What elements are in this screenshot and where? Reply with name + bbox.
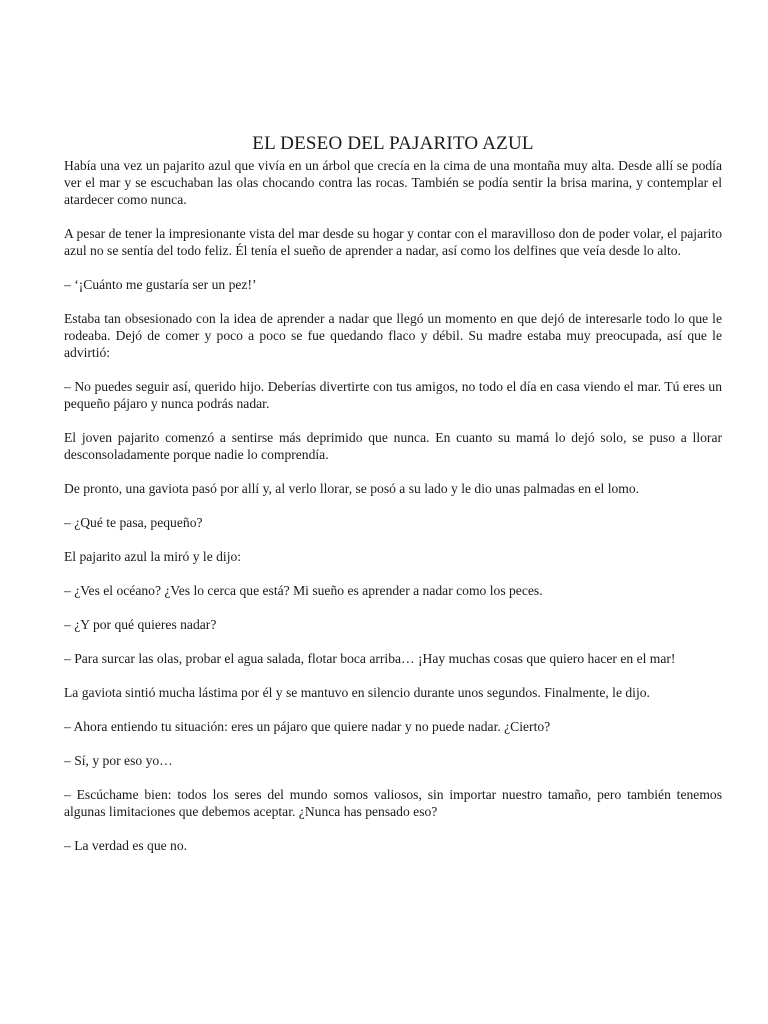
- paragraph-17: – La verdad es que no.: [64, 838, 188, 853]
- paragraph-9: El pajarito azul la miró y le dijo:: [64, 549, 242, 564]
- paragraph-13: La gaviota sintió mucha lástima por él y se mantuvo en silencio durante unos segundos. Finalmente, le dijo.: [64, 685, 650, 700]
- paragraph-6: El joven pajarito comenzó a sentirse más deprimido que nunca. En cuanto su mamá lo dejó solo, se puso a llorar desconsoladamente porque nadie lo comprendía.: [64, 430, 722, 462]
- paragraph-16: – Escúchame bien: todos los seres del mundo somos valiosos, sin importar nuestro tamaño, pero también tenemos algunas limitaciones que debemos aceptar. ¿Nunca has pensado eso?: [64, 787, 722, 819]
- paragraph-11: – ¿Y por qué quieres nadar?: [64, 617, 217, 632]
- paragraph-10: – ¿Ves el océano? ¿Ves lo cerca que está? Mi sueño es aprender a nadar como los peces.: [64, 583, 543, 598]
- paragraph-1: Había una vez un pajarito azul que vivía en un árbol que crecía en la cima de una montaña muy alta. Desde allí se podía ver el mar y se escuchaban las olas chocando contra las rocas. También se podía sentir la brisa marina, y contemplar el atardecer como nunca.: [64, 158, 722, 207]
- paragraph-2: A pesar de tener la impresionante vista del mar desde su hogar y contar con el maravilloso don de poder volar, el pajarito azul no se sentía del todo feliz. Él tenía el sueño de aprender a nadar, así como los delfines que veía desde lo alto.: [64, 226, 722, 258]
- paragraph-14: – Ahora entiendo tu situación: eres un pájaro que quiere nadar y no puede nadar. ¿Cierto?: [64, 719, 551, 734]
- paragraph-8: – ¿Qué te pasa, pequeño?: [64, 515, 203, 530]
- paragraph-3: – ‘¡Cuánto me gustaría ser un pez!’: [64, 277, 257, 292]
- document-title: EL DESEO DEL PAJARITO AZUL: [252, 133, 534, 154]
- document-page: [64, 133, 722, 871]
- paragraph-12: – Para surcar las olas, probar el agua salada, flotar boca arriba… ¡Hay muchas cosas que quiero hacer en el mar!: [64, 651, 676, 666]
- paragraph-4: Estaba tan obsesionado con la idea de aprender a nadar que llegó un momento en que dejó de interesarle todo lo que le rodeaba. Dejó de comer y poco a poco se fue quedando flaco y débil. Su madre estaba muy preocupada, así que le advirtió:: [64, 311, 722, 360]
- paragraph-7: De pronto, una gaviota pasó por allí y, al verlo llorar, se posó a su lado y le dio unas palmadas en el lomo.: [64, 481, 640, 496]
- paragraph-5: – No puedes seguir así, querido hijo. Deberías divertirte con tus amigos, no todo el día en casa viendo el mar. Tú eres un pequeño pájaro y nunca podrás nadar.: [64, 379, 722, 411]
- paragraph-15: – Sí, y por eso yo…: [64, 753, 173, 768]
